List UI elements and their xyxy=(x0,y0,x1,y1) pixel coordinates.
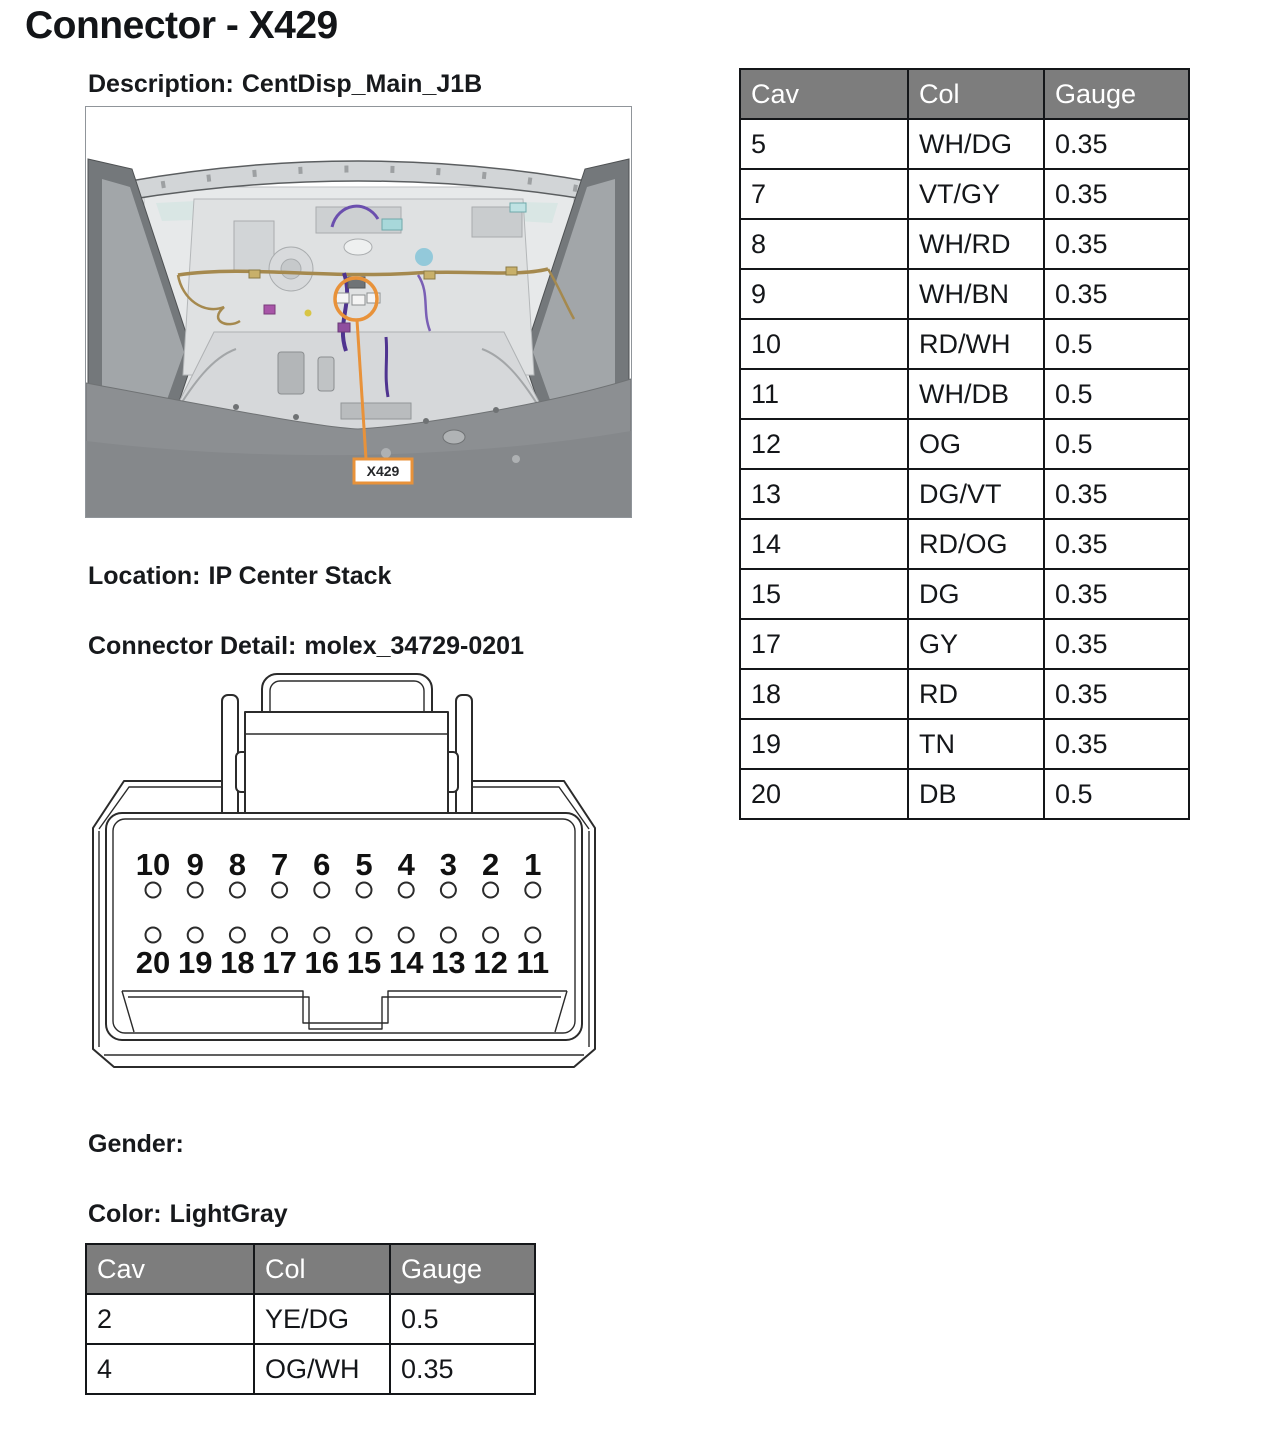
pin-hole xyxy=(272,883,287,898)
table-cell: DG/VT xyxy=(908,469,1044,519)
cowl-rivet-3 xyxy=(423,418,429,424)
table-row xyxy=(740,369,1189,419)
connector-detail-value: molex_34729-0201 xyxy=(304,632,524,660)
pin-number: 17 xyxy=(262,945,297,980)
table-cell: 4 xyxy=(86,1344,254,1394)
pin-hole xyxy=(188,928,203,943)
pin-hole xyxy=(146,928,161,943)
table-cell: 10 xyxy=(740,319,908,369)
table-row xyxy=(86,1294,535,1344)
pin-hole xyxy=(483,883,498,898)
cyan-part-3 xyxy=(415,248,433,266)
pin-hole xyxy=(357,928,372,943)
pin-hole xyxy=(230,928,245,943)
gender-field xyxy=(88,1130,192,1159)
table-row xyxy=(740,419,1189,469)
table-row xyxy=(740,519,1189,569)
description-field xyxy=(88,70,482,99)
table-cell: GY xyxy=(908,619,1044,669)
pedal-small xyxy=(318,357,334,391)
table-header-row xyxy=(86,1244,535,1294)
col-header-col: Col xyxy=(908,69,1044,119)
table-cell: DB xyxy=(908,769,1044,819)
table-cell: WH/DB xyxy=(908,369,1044,419)
table-cell: 0.5 xyxy=(1044,419,1189,469)
table-cell: WH/BN xyxy=(908,269,1044,319)
harness-clip-3 xyxy=(506,267,517,275)
table-row xyxy=(740,269,1189,319)
table-cell: 5 xyxy=(740,119,908,169)
panel-bracket xyxy=(234,221,274,271)
table-cell: 9 xyxy=(740,269,908,319)
table-row xyxy=(740,319,1189,369)
table-cell: OG xyxy=(908,419,1044,469)
table-cell: TN xyxy=(908,719,1044,769)
pin-hole xyxy=(525,883,540,898)
table-cell: 17 xyxy=(740,619,908,669)
pin-number: 11 xyxy=(516,945,550,980)
pin-hole xyxy=(441,928,456,943)
col-header-col: Col xyxy=(254,1244,390,1294)
pin-hole xyxy=(357,883,372,898)
cowl-dot-1 xyxy=(381,448,391,458)
table-row xyxy=(740,669,1189,719)
gender-label: Gender: xyxy=(88,1130,184,1158)
pin-hole xyxy=(272,928,287,943)
pin-number: 10 xyxy=(135,847,171,882)
pin-hole xyxy=(483,928,498,943)
cavity-face xyxy=(106,813,582,1040)
table-cell: 0.35 xyxy=(1044,669,1189,719)
table-cell: RD xyxy=(908,669,1044,719)
location-value: IP Center Stack xyxy=(208,562,392,590)
table-row xyxy=(86,1344,535,1394)
table-cell: 7 xyxy=(740,169,908,219)
pin-number: 8 xyxy=(228,847,247,882)
connector-diagram xyxy=(90,668,630,1086)
table-header-row xyxy=(740,69,1189,119)
table-cell: 0.35 xyxy=(390,1344,535,1394)
pin-number: 13 xyxy=(431,945,466,980)
pin-hole xyxy=(146,883,161,898)
table-cell: VT/GY xyxy=(908,169,1044,219)
magenta-connector-2 xyxy=(338,323,350,332)
pin-number: 19 xyxy=(177,945,213,980)
table-cell: 0.35 xyxy=(1044,619,1189,669)
table-cell: 0.35 xyxy=(1044,119,1189,169)
cowl-rivet-2 xyxy=(293,414,299,420)
col-header-gauge: Gauge xyxy=(390,1244,535,1294)
table-cell: 15 xyxy=(740,569,908,619)
col-header-gauge: Gauge xyxy=(1044,69,1189,119)
pin-number: 6 xyxy=(313,847,331,882)
pin-hole xyxy=(399,928,414,943)
table-cell: 19 xyxy=(740,719,908,769)
connector-detail-label: Connector Detail: xyxy=(88,632,297,660)
table-cell: 18 xyxy=(740,669,908,719)
pin-number: 5 xyxy=(355,847,373,882)
pin-number: 3 xyxy=(439,847,458,882)
pin-number: 15 xyxy=(346,945,382,980)
pin-number: 7 xyxy=(270,847,289,882)
table-cell: 13 xyxy=(740,469,908,519)
table-row xyxy=(740,619,1189,669)
pin-hole xyxy=(314,883,329,898)
pin-number: 9 xyxy=(186,847,204,882)
table-cell: 0.5 xyxy=(390,1294,535,1344)
table-cell: 8 xyxy=(740,219,908,269)
table-cell: 0.35 xyxy=(1044,569,1189,619)
location-field xyxy=(88,562,391,591)
pin-number: 18 xyxy=(220,945,255,980)
cowl-dot-2 xyxy=(512,455,520,463)
car-location-illustration xyxy=(86,107,631,517)
location-photo xyxy=(85,106,632,518)
pin-number: 2 xyxy=(481,847,500,882)
purple-wire-4 xyxy=(386,337,388,397)
table-cell: RD/WH xyxy=(908,319,1044,369)
table-cell: WH/DG xyxy=(908,119,1044,169)
table-row xyxy=(740,719,1189,769)
table-cell: 0.35 xyxy=(1044,519,1189,569)
table-row xyxy=(740,119,1189,169)
table-cell: YE/DG xyxy=(254,1294,390,1344)
blower-hub xyxy=(281,259,301,279)
table-cell: RD/OG xyxy=(908,519,1044,569)
yellow-clip xyxy=(305,310,312,317)
description-label: Description: xyxy=(88,70,234,98)
table-cell: OG/WH xyxy=(254,1344,390,1394)
cowl-rivet-1 xyxy=(233,404,239,410)
target-connector-2 xyxy=(352,295,365,305)
callout-label: X429 xyxy=(366,463,400,479)
table-cell: 0.35 xyxy=(1044,169,1189,219)
table-cell: 20 xyxy=(740,769,908,819)
harness-clip-2 xyxy=(424,271,435,279)
col-header-cav: Cav xyxy=(86,1244,254,1294)
table-cell: 0.35 xyxy=(1044,719,1189,769)
table-row xyxy=(740,569,1189,619)
table-cell: 2 xyxy=(86,1294,254,1344)
cyan-part-1 xyxy=(382,219,402,230)
page-title: Connector - X429 xyxy=(25,4,338,47)
cyan-part-2 xyxy=(510,203,526,212)
magenta-connector-1 xyxy=(264,305,275,314)
main-pinout-table xyxy=(739,68,1190,820)
pin-hole xyxy=(525,928,540,943)
panel-hole xyxy=(344,239,372,255)
pin-number: 12 xyxy=(473,945,508,980)
pin-number: 14 xyxy=(388,945,424,980)
table-row xyxy=(740,169,1189,219)
secondary-pinout-table xyxy=(85,1243,536,1395)
color-label: Color: xyxy=(88,1200,162,1228)
table-cell: 0.5 xyxy=(1044,369,1189,419)
pin-number: 1 xyxy=(524,847,542,882)
table-cell: DG xyxy=(908,569,1044,619)
pin-number: 20 xyxy=(135,945,171,980)
table-cell: 0.5 xyxy=(1044,319,1189,369)
duct xyxy=(341,403,411,419)
color-value: LightGray xyxy=(169,1200,288,1228)
pin-number: 4 xyxy=(397,847,415,882)
location-label: Location: xyxy=(88,562,201,590)
connector-detail-field xyxy=(88,632,524,661)
table-cell: WH/RD xyxy=(908,219,1044,269)
pin-hole xyxy=(230,883,245,898)
table-row xyxy=(740,219,1189,269)
table-cell: 14 xyxy=(740,519,908,569)
table-cell: 12 xyxy=(740,419,908,469)
cowl-rivet-4 xyxy=(493,407,499,413)
pin-hole xyxy=(399,883,414,898)
pin-hole xyxy=(441,883,456,898)
table-cell: 11 xyxy=(740,369,908,419)
pedal xyxy=(278,352,304,394)
pin-hole xyxy=(188,883,203,898)
table-cell: 0.35 xyxy=(1044,469,1189,519)
harness-clip-1 xyxy=(249,270,260,278)
table-row xyxy=(740,469,1189,519)
col-header-cav: Cav xyxy=(740,69,908,119)
cowl-grommet xyxy=(443,430,465,444)
target-connector-1 xyxy=(336,293,349,303)
pin-hole xyxy=(314,928,329,943)
color-field xyxy=(88,1200,288,1229)
table-row xyxy=(740,769,1189,819)
table-cell: 0.35 xyxy=(1044,219,1189,269)
pin-number: 16 xyxy=(304,945,340,980)
description-value: CentDisp_Main_J1B xyxy=(241,70,483,98)
table-cell: 0.5 xyxy=(1044,769,1189,819)
table-cell: 0.35 xyxy=(1044,269,1189,319)
